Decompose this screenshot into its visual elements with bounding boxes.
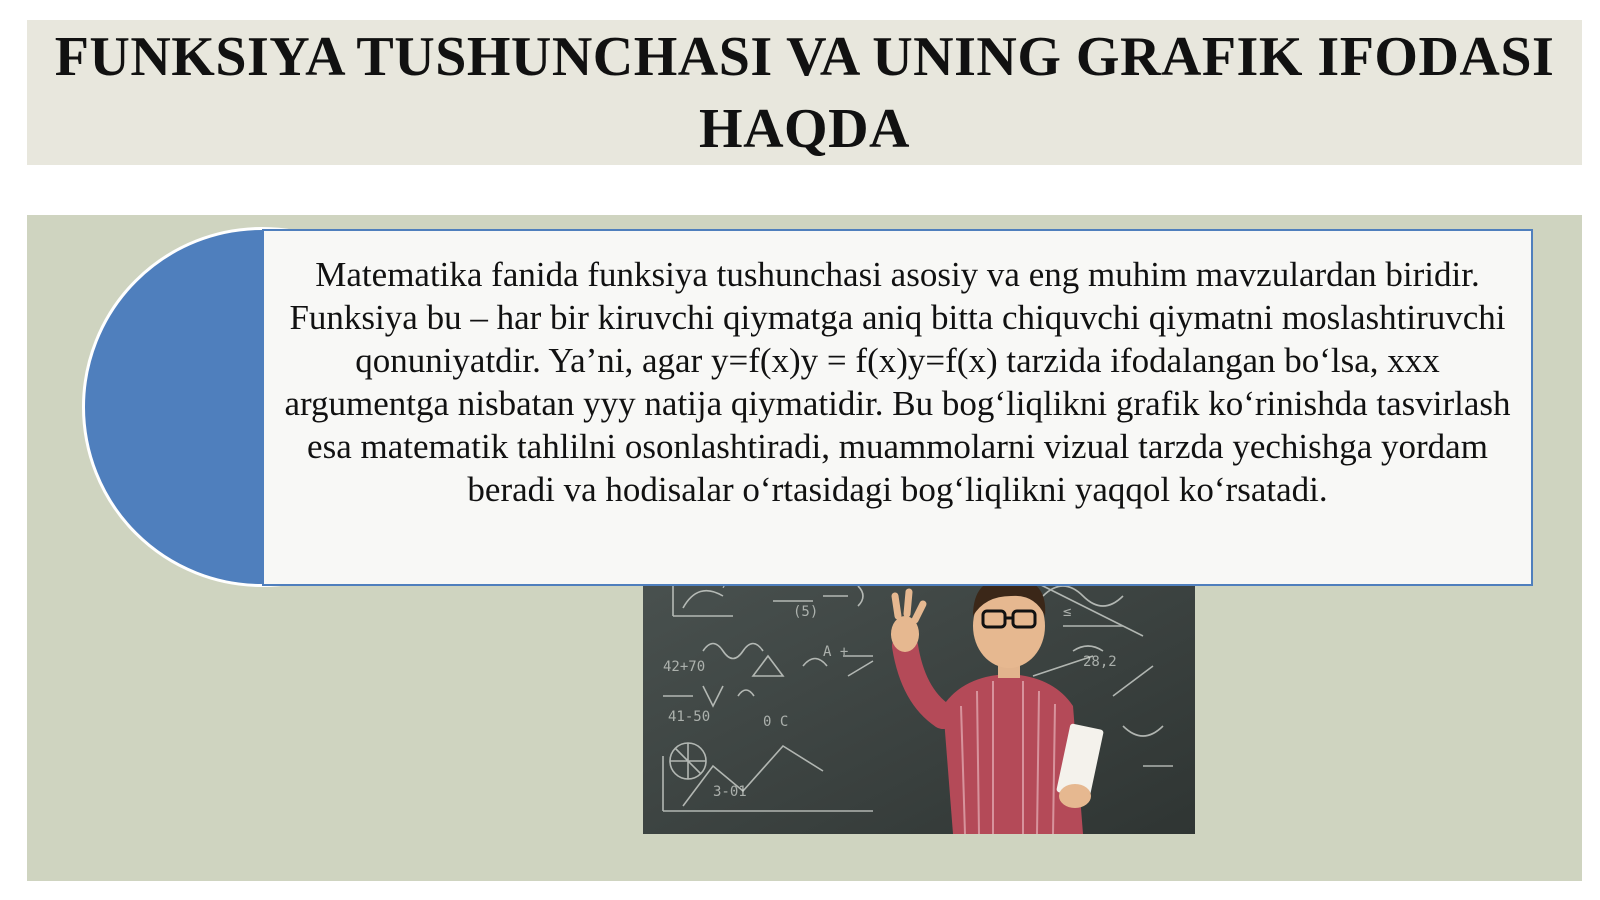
svg-text:3-01: 3-01 <box>713 784 747 800</box>
svg-text:28,2: 28,2 <box>1083 654 1117 670</box>
teacher-chalkboard-photo <box>643 556 1195 834</box>
svg-text:0 C: 0 C <box>763 714 789 730</box>
title-band <box>27 20 1582 165</box>
svg-text:42+70: 42+70 <box>663 659 706 675</box>
svg-text:≤: ≤ <box>1063 604 1072 620</box>
slide-title: FUNKSIYA TUSHUNCHASI VA UNING GRAFIK IFODASI HAQDA <box>54 25 1555 160</box>
svg-text:41-50: 41-50 <box>668 709 711 725</box>
slide-body-text: Matematika fanida funksiya tushunchasi asosiy va eng muhim mavzulardan biridir. Funksiya bu – har bir kiruvchi qiymatga aniq bitta chiquvchi qiymatni moslashtiruvchi qonuniyatdir. Ya’ni, agar y=f(x)y = f(x)y=f(x) tarzida ifodalangan bo‘lsa, xxx argumentga nisbatan yyy natija qiymatidir. Bu bog‘liqlikni grafik ko‘rinishda tasvirlash esa matematik tahlilni osonlashtiradi, muammolarni vizual tarzda yechishga yordam beradi va hodisalar o‘rtasidagi bog‘liqlikni yaqqol ko‘rsatadi. <box>284 255 1511 509</box>
svg-text:(5): (5) <box>793 604 819 620</box>
photo-illustration <box>643 556 1195 834</box>
text-box <box>262 229 1533 586</box>
svg-text:A +: A + <box>823 644 849 660</box>
